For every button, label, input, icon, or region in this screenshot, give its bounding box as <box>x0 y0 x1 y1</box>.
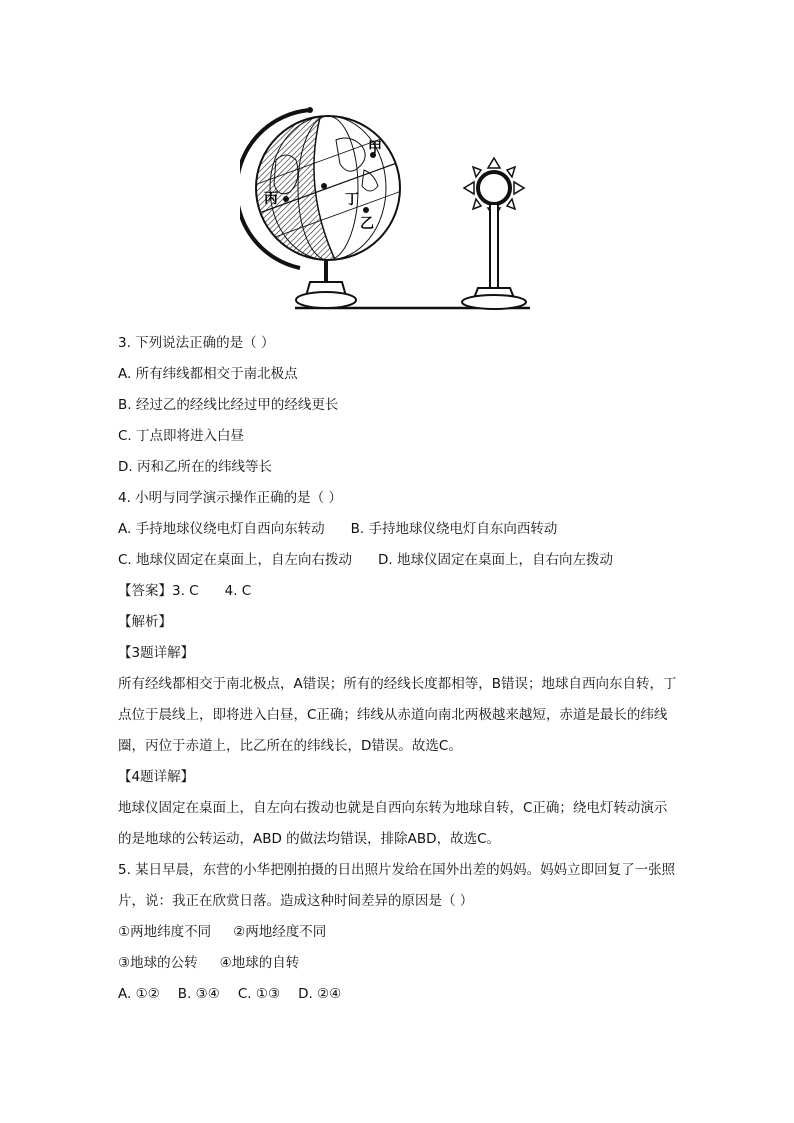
q4-option-b: B. 手持地球仪绕电灯自东向西转动 <box>350 521 558 537</box>
label-bing: 丙 <box>264 191 278 207</box>
globe-lamp-illustration <box>240 100 540 315</box>
q5-item-4: ④地球的自转 <box>219 955 300 971</box>
globe-lamp-figure <box>240 100 540 315</box>
answer-q4: 4. C <box>224 583 252 599</box>
answer-line <box>118 576 678 607</box>
label-yi: 乙 <box>360 216 374 232</box>
q5-items-row-2 <box>118 948 678 979</box>
q4-stem: 4. 小明与同学演示操作正确的是（ ） <box>118 490 342 506</box>
analysis-heading: 【解析】 <box>118 614 172 630</box>
q4-options-row-1 <box>118 514 678 545</box>
label-jia: 甲 <box>368 140 382 156</box>
q5-stem: 5. 某日早晨，东营的小华把刚拍摄的日出照片发给在国外出差的妈妈。妈妈立即回复了一张照片，说：我正在欣赏日落。造成这种时间差异的原因是（ ） <box>118 862 676 909</box>
q3-detail-title: 【3题详解】 <box>118 645 195 661</box>
q3-option-d: D. 丙和乙所在的纬线等长 <box>118 459 272 475</box>
q3-detail-text: 所有经线都相交于南北极点，A错误；所有的经线长度都相等，B错误；地球自西向东自转，丁点位于晨线上，即将进入白昼，C正确；纬线从赤道向南北两极越来越短，赤道是最长的纬线圈，丙位于赤道上，比乙所在的纬线长，D错误。故选C。 <box>118 676 677 754</box>
q5-option-c: C. ①③ <box>237 986 281 1002</box>
q5-item-3: ③地球的公转 <box>118 955 198 971</box>
globe-body <box>251 110 405 266</box>
q5-item-2: ②两地经度不同 <box>233 924 327 940</box>
q4-option-d: D. 地球仪固定在桌面上，自右向左拨动 <box>378 552 613 568</box>
q3-option-c: C. 丁点即将进入白昼 <box>118 428 245 444</box>
q4-option-c: C. 地球仪固定在桌面上，自左向右拨动 <box>118 552 353 568</box>
q4-detail-title: 【4题详解】 <box>118 769 195 785</box>
q5-item-1: ①两地纬度不同 <box>118 924 212 940</box>
q3-option-a: A. 所有纬线都相交于南北极点 <box>118 366 298 382</box>
q5-option-a: A. ①② <box>118 986 160 1002</box>
lamp-icon <box>462 158 526 309</box>
question-content <box>118 328 678 1010</box>
q5-option-b: B. ③④ <box>177 986 220 1002</box>
q5-options-row <box>118 979 678 1010</box>
q5-option-d: D. ②④ <box>298 986 342 1002</box>
label-ding: 丁 <box>345 192 359 208</box>
q3-stem: 3. 下列说法正确的是（ ） <box>118 335 275 351</box>
q4-detail-text: 地球仪固定在桌面上，自左向右拨动也就是自西向东转为地球自转，C正确；绕电灯转动演示的是地球的公转运动，ABD 的做法均错误，排除ABD，故选C。 <box>118 800 668 847</box>
q4-options-row-2 <box>118 545 678 576</box>
answer-label: 【答案】3. C <box>118 583 199 599</box>
q4-option-a: A. 手持地球仪绕电灯自西向东转动 <box>118 521 325 537</box>
q3-option-b: B. 经过乙的经线比经过甲的经线更长 <box>118 397 339 413</box>
q5-items-row-1 <box>118 917 678 948</box>
